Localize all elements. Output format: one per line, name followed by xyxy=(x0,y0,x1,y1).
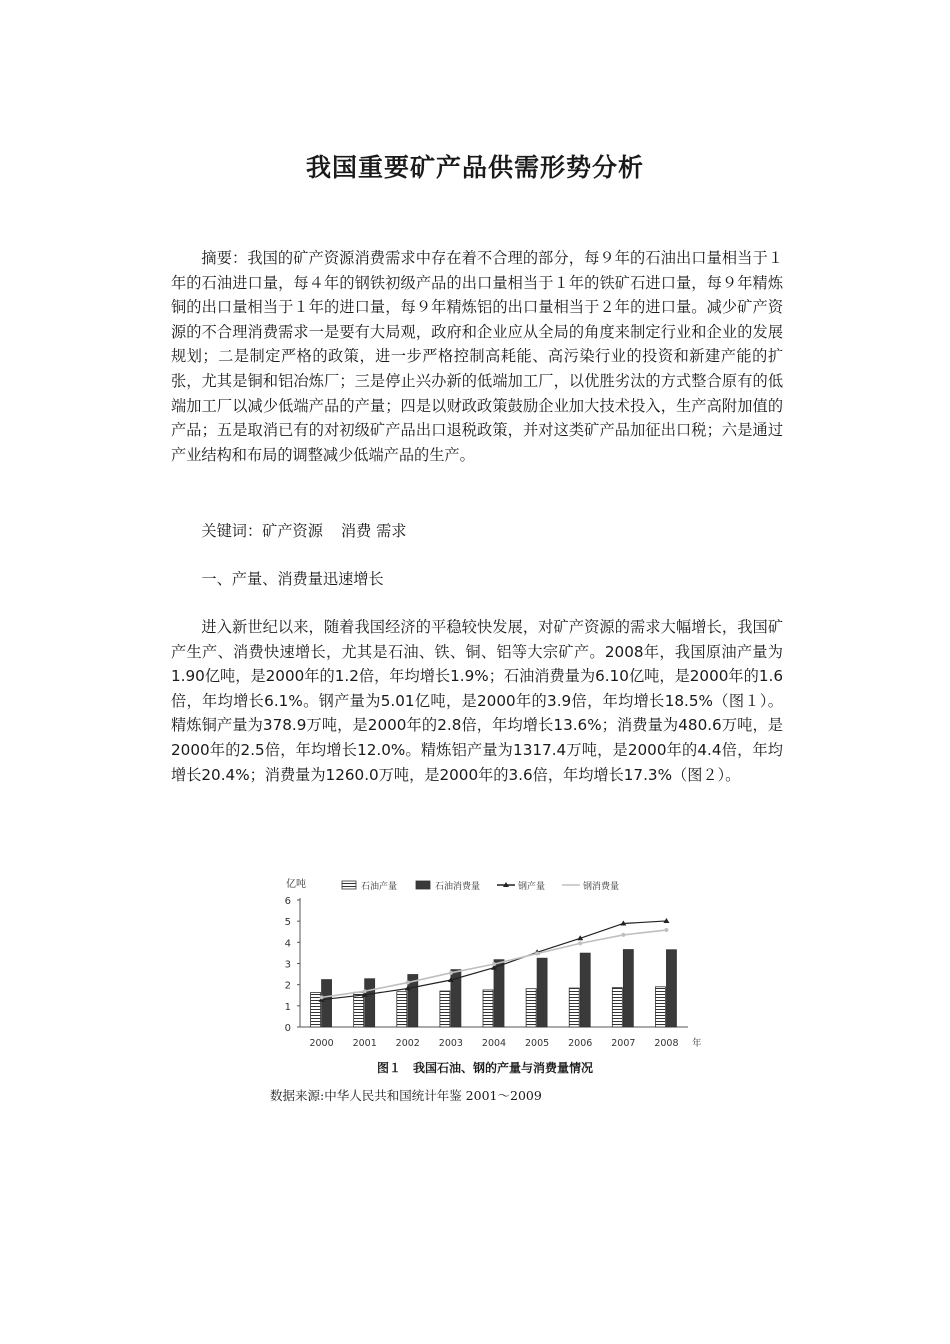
legend-swatch xyxy=(342,881,356,889)
x-tick-label: 2006 xyxy=(568,1038,593,1049)
bar-oil-production xyxy=(612,988,622,1027)
bar-oil-consumption xyxy=(537,958,547,1027)
legend-label: 石油产量 xyxy=(361,882,398,892)
section-heading: 一、产量、消费量迅速增长 xyxy=(201,570,384,588)
x-tick-label: 2003 xyxy=(438,1038,463,1049)
keywords-label: 关键词： xyxy=(201,522,263,540)
bar-oil-production xyxy=(569,988,579,1027)
y-tick-label: 0 xyxy=(284,1023,291,1034)
point-steel-consumption xyxy=(621,933,625,937)
y-tick-label: 1 xyxy=(284,1001,291,1013)
x-tick-label: 2002 xyxy=(395,1038,420,1049)
bar-oil-production xyxy=(655,987,665,1027)
y-tick-label: 5 xyxy=(284,917,291,929)
bar-oil-production xyxy=(311,992,321,1027)
document-title: 我国重要矿产品供需形势分析 xyxy=(305,153,644,182)
figure-1 xyxy=(270,870,700,1110)
point-steel-consumption xyxy=(578,941,582,945)
x-tick-label: 2007 xyxy=(611,1038,636,1049)
bar-oil-consumption xyxy=(322,980,332,1027)
y-tick-label: 2 xyxy=(284,980,291,992)
bar-oil-consumption xyxy=(623,950,633,1027)
x-tick-label: 2000 xyxy=(309,1038,334,1049)
point-steel-consumption xyxy=(492,962,496,966)
y-tick-label: 4 xyxy=(284,938,291,950)
x-tick-label: 2005 xyxy=(525,1038,550,1049)
bar-oil-production xyxy=(526,989,536,1027)
point-steel-production xyxy=(663,918,669,923)
bar-oil-consumption xyxy=(365,979,375,1027)
y-tick-label: 6 xyxy=(284,896,291,907)
abstract-paragraph: 摘要：我国的矿产资源消费需求中存在着不合理的部分，每９年的石油出口量相当于１年的石油进口量，每４年的钢铁初级产品的出口量相当于１年的铁矿石进口量，每９年精炼铜的出口量相当于１年的进口量，每９年精炼铝的出口量相当于２年的进口量。减少矿产资源的不合理消费需求一是要有大局观，政府和企业应从全局的角度来制定行业和企业的发展规划；二是制定严格的政策，进一步严格控制高耗能、高污染行业的投资和新建产能的扩张，尤其是铜和铝冶炼厂；三是停止兴办新的低端加工厂，以优胜劣汰的方式整合原有的低端加工厂以减少低端产品的产量；四是以财政政策鼓励企业加大技术投入，生产高附加值的产品；五是取消已有的对初级矿产品出口退税政策，并对这类矿产品加征出口税；六是通过产业结构和布局的调整减少低端产品的生产。 xyxy=(171,249,783,464)
keyword-item: 消费 xyxy=(340,522,372,540)
bar-oil-consumption xyxy=(494,960,504,1027)
body-paragraph: 进入新世纪以来，随着我国经济的平稳较快发展，对矿产资源的需求大幅增长，我国矿产生产、消费快速增长，尤其是石油、铁、铜、铝等大宗矿产。2008年，我国原油产量为1.90亿吨，是2000年的1.2倍，年均增长1.9%；石油消费量为6.10亿吨，是2000年的1.6倍，年均增长6.1%。钢产量为5.01亿吨，是2000年的3.9倍，年均增长18.5%（图１）。精炼铜产量为378.9万吨，是2000年的2.8倍，年均增长13.6%；消费量为480.6万吨，是2000年的2.5倍，年均增长12.0%。精炼铝产量为1317.4万吨，是2000年的4.4倍，年均增长20.4%；消费量为1260.0万吨，是2000年的3.6倍，年均增长17.3%（图２）。 xyxy=(171,618,783,784)
bar-oil-production xyxy=(354,992,364,1027)
bar-oil-consumption xyxy=(666,950,676,1027)
legend-label: 石油消费量 xyxy=(435,882,481,892)
keyword-item: 矿产资源 xyxy=(262,522,323,540)
bar-oil-production xyxy=(483,990,493,1027)
x-tick-label: 2001 xyxy=(352,1038,377,1049)
legend-label: 钢消费量 xyxy=(583,882,620,892)
point-steel-consumption xyxy=(535,952,539,956)
x-axis-label: 年 xyxy=(692,1038,702,1049)
keywords-line xyxy=(171,519,783,544)
y-tick-label: 3 xyxy=(284,959,291,971)
bar-oil-production xyxy=(397,992,407,1027)
point-steel-consumption xyxy=(449,971,453,975)
x-tick-label: 2004 xyxy=(481,1038,507,1049)
bar-oil-consumption xyxy=(580,953,590,1027)
legend-label: 钢产量 xyxy=(518,882,546,892)
y-axis-label: 亿吨 xyxy=(286,879,306,890)
figure-caption: 图１ 我国石油、钢的产量与消费量情况 xyxy=(376,1061,593,1075)
point-steel-consumption xyxy=(664,928,668,932)
point-steel-consumption xyxy=(363,989,367,993)
legend-swatch xyxy=(416,881,430,889)
point-steel-consumption xyxy=(320,995,324,999)
figure-source: 数据来源:中华人民共和国统计年鉴 2001～2009 xyxy=(270,1088,542,1103)
oil-steel-chart xyxy=(270,870,700,1055)
point-steel-consumption xyxy=(406,981,410,985)
bar-oil-production xyxy=(440,991,450,1027)
keyword-item: 需求 xyxy=(376,522,407,540)
x-tick-label: 2008 xyxy=(654,1038,679,1049)
